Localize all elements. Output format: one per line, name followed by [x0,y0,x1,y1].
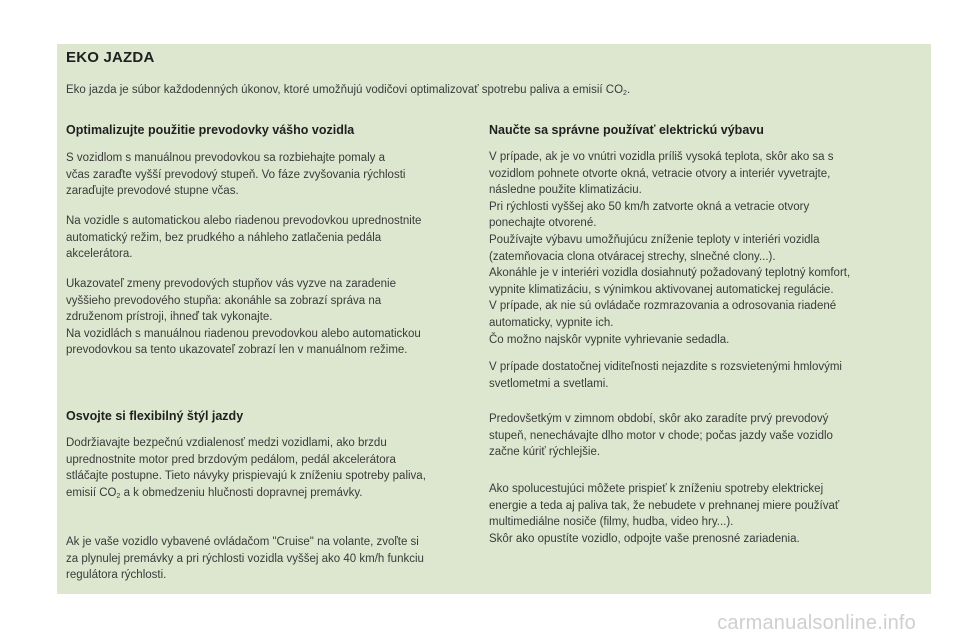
eco-driving-panel [57,44,931,594]
heading-electrical-equipment: Naučte sa správne používať elektrickú výbavu [489,123,764,137]
heading-gearbox: Optimalizujte použitie prevodovky vášho vozidla [66,123,355,137]
paragraph-cruise-control: Ak je vaše vozidlo vybavené ovládačom "Cruise" na volante, zvoľte si za plynulej premávky a pri rýchlosti vozidla vyššej ako 40 km/h funkciu regulátora rýchlosti. [66,536,424,582]
page-title: EKO JAZDA [66,49,155,66]
paragraph-subscript: 2 [116,492,121,500]
intro-text-end: . [626,84,631,96]
paragraph-gear-indicator: Ukazovateľ zmeny prevodových stupňov vás vyzve na zaradenie vyššieho prevodového stupňa: akonáhle sa zobrazí správa na združenom prístroji, ihneď tak vykonajte. Na vozidlách s manuálnou riadenou prevodovkou alebo automatickou prevodovkou sa tento ukazovateľ zobrazí len v manuálnom režime. [66,278,421,357]
paragraph-safe-distance-main: Dodržiavajte bezpečnú vzdialenosť medzi vozidlami, ako brzdu uprednostnite motor pred brzdovým pedálom, pedál akcelerátora stláčajte postupne. Tieto návyky prispievajú k zníženiu spotreby paliva, emisií CO [66,437,426,499]
paragraph-safe-distance [66,435,426,501]
paragraph-passenger-devices: Ako spolucestujúci môžete prispieť k zníženiu spotreby elektrickej energie a teda aj paliva tak, že nebudete v prehnanej miere používať multimediálne nosiče (filmy, hudba, video hry...). Skôr ako opustíte vozidlo, odpojte vaše prenosné zariadenia. [489,483,840,545]
watermark-text: carmanualsonline.info [717,612,916,634]
intro-subscript: 2 [623,90,627,97]
paragraph-safe-distance-end: a k obmedzeniu hlučnosti dopravnej premávky. [120,486,363,499]
intro-text [66,83,916,98]
paragraph-manual-gearbox: S vozidlom s manuálnou prevodovkou sa rozbiehajte pomaly a včas zaraďte vyšší prevodový stupeň. Vo fáze zvyšovania rýchlosti zaraďujte prevodové stupne včas. [66,152,406,198]
intro-text-main: Eko jazda je súbor každodenných úkonov, ktoré umožňujú vodičovi optimalizovať spotrebu paliva a emisií CO [66,84,624,96]
heading-flexible-driving: Osvojte si flexibilný štýl jazdy [66,409,244,423]
paragraph-winter-warmup: Predovšetkým v zimnom období, skôr ako zaradíte prvý prevodový stupeň, nenechávajte dlho motor v chode; počas jazdy vaše vozidlo začne kúriť rýchlejšie. [489,413,833,459]
paragraph-fog-lights: V prípade dostatočnej viditeľnosti nejazdite s rozsvietenými hmlovými svetlometmi a svetlami. [489,361,842,390]
paragraph-air-conditioning: V prípade, ak je vo vnútri vozidla príliš vysoká teplota, skôr ako sa s vozidlom pohnete otvorte okná, vetracie otvory a interiér vyvetrajte, následne použite klimatizáciu. Pri rýchlosti vyššej ako 50 km/h zatvorte okná a vetracie otvory ponechajte otvorené. Používajte výbavu umožňujúcu zníženie teploty v interiéri vozidla (zatemňovacia clona otváracej strechy, slnečné clony...). Akonáhle je v interiéri vozidla dosiahnutý požadovaný teplotný komfort, vypnite klimatizáciu, s výnimkou aktivovanej automatickej regulácie. V prípade, ak nie sú ovládače rozmrazovania a odrosovania riadené automaticky, vypnite ich. Čo možno najskôr vypnite vyhrievanie sedadla. [489,151,851,346]
paragraph-automatic-gearbox: Na vozidle s automatickou alebo riadenou prevodovkou uprednostnite automatický režim, bez prudkého a náhleho zatlačenia pedála akcelerátora. [66,215,422,261]
